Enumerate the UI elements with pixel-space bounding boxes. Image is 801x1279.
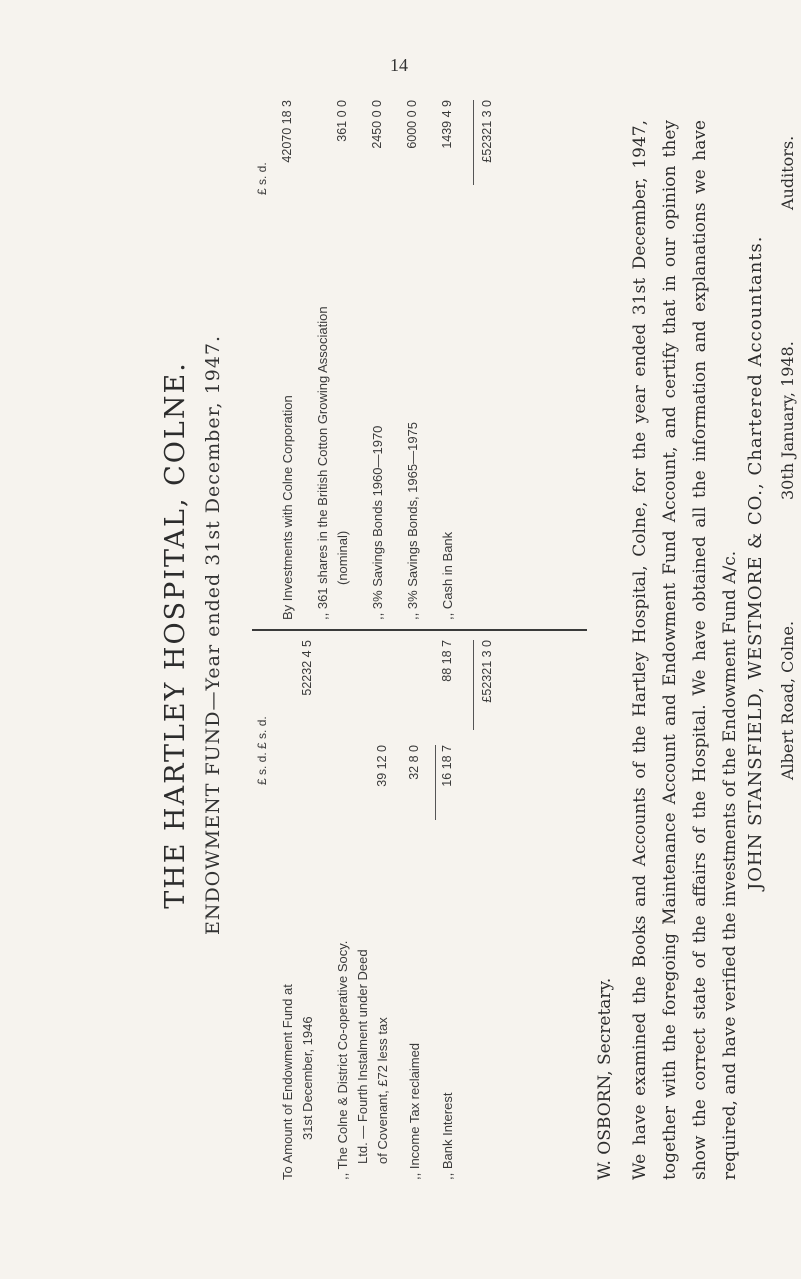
entry-label: ,, 361 shares in the British Cotton Growing Association: [315, 306, 330, 620]
entry-label: ,, Bank Interest: [440, 1092, 455, 1180]
column-divider: [252, 629, 587, 631]
auditor-address: Albert Road, Colne.: [778, 620, 797, 780]
entry-label: ,, Cash in Bank: [440, 531, 455, 620]
investment-amount: 361 0 0: [335, 100, 349, 142]
amount-inner: 16 18 7: [440, 745, 454, 787]
currency-header: £ s. d.: [255, 162, 269, 195]
investment-amount: 6000 0 0: [405, 100, 419, 149]
investment-amount: 2450 0 0: [370, 100, 384, 149]
amount-outer: 88 18 7: [440, 640, 454, 682]
investment-amount: 1439 4 9: [440, 100, 454, 149]
total-rule: [473, 100, 474, 185]
document-title: THE HARTLEY HOSPITAL, COLNE.: [160, 361, 191, 909]
entry-label-cont: of Covenant, £72 less tax: [375, 1017, 390, 1164]
rotated-account-page: [160, 90, 797, 1180]
entry-label-cont: 31st December, 1946: [300, 1016, 315, 1140]
entry-label: ,, Income Tax reclaimed: [407, 1042, 422, 1180]
amount-inner: 39 12 0: [375, 745, 389, 787]
auditor-date: 30th January, 1948.: [778, 341, 797, 500]
entry-label: ,, 3% Savings Bonds 1960—1970: [370, 425, 385, 620]
document-subtitle: ENDOWMENT FUND—Year ended 31st December, 1947.: [202, 334, 224, 936]
auditor-role: Auditors.: [778, 135, 797, 210]
left-total: £52321 3 0: [480, 640, 494, 703]
investment-amount: 42070 18 3: [280, 100, 294, 163]
right-total: £52321 3 0: [480, 100, 494, 163]
entry-label: ,, 3% Savings Bonds, 1965—1975: [405, 421, 420, 620]
entry-label: ,, The Colne & District Co-operative Socy.: [335, 940, 350, 1180]
page-number: 14: [390, 55, 408, 75]
certificate-text: We have examined the Books and Accounts of the Hartley Hospital, Colne, for the year ended 31st December, 1947, together with the foregoing Maintenance Account and Endowment Fund Account, and certify that in our opinion they show the correct state of the affairs of the Hospital. We have obtained all the information and explanations we have required, and have verified the investments of the Endowment Fund A/c.: [630, 120, 740, 1180]
entry-label-cont: Ltd. — Fourth Instalment under Deed: [355, 949, 370, 1164]
auditor-name: JOHN STANSFIELD, WESTMORE & CO., Chartered Accountants.: [745, 235, 766, 890]
amount-outer: 52232 4 5: [300, 640, 314, 696]
entry-label-cont: (nominal): [335, 530, 350, 585]
total-rule: [473, 640, 474, 730]
entry-label: By Investments with Colne Corporation: [280, 395, 295, 620]
secretary-signature: W. OSBORN, Secretary.: [595, 977, 615, 1180]
amount-inner: 32 8 0: [407, 745, 421, 780]
currency-header: £ s. d. £ s. d.: [255, 716, 269, 785]
subtotal-rule: [435, 745, 436, 820]
entry-label: To Amount of Endowment Fund at: [280, 984, 295, 1180]
